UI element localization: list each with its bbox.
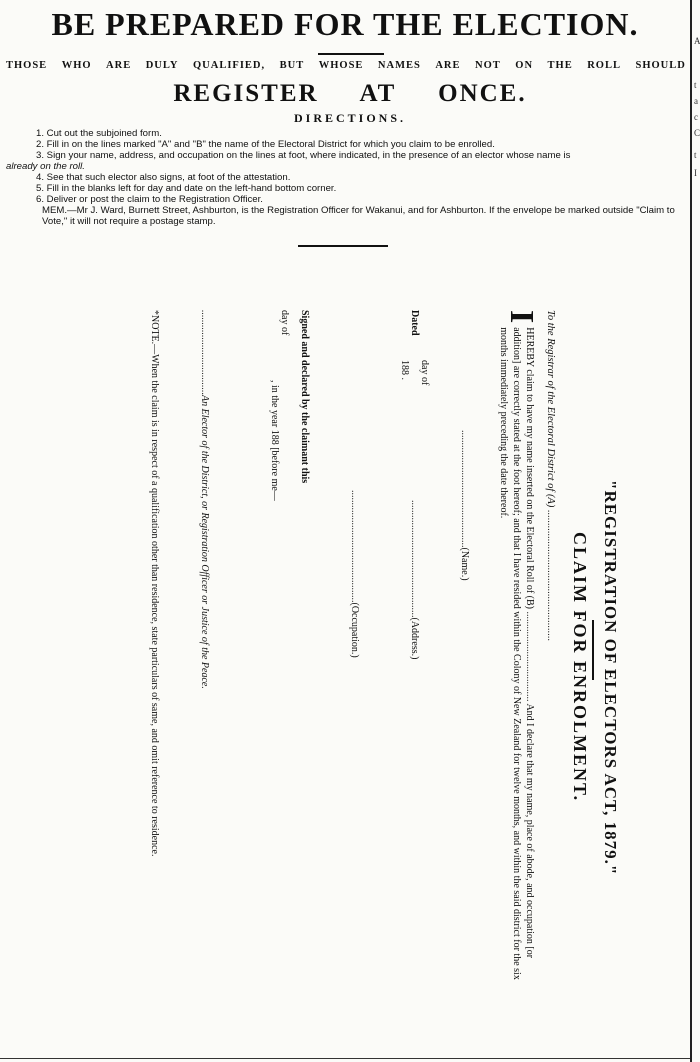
lead-word: NAMES	[377, 60, 421, 71]
day-of-line: day of	[279, 310, 290, 336]
memo: MEM.—Mr J. Ward, Burnett Street, Ashburton, is the Registration Officer for Wakanui, and for Ashburton. If the envelope be marked outside "Claim to Vote," it will not require a postage stamp.	[42, 205, 675, 227]
lead-word: ON	[515, 60, 534, 71]
directions-list	[6, 128, 690, 227]
lead-word: BUT	[279, 60, 305, 71]
direction-item: 1. Cut out the subjoined form.	[36, 128, 162, 139]
signed-line: Signed and declared by the claimant this	[299, 310, 310, 484]
direction-item: 2. Fill in on the lines marked "A" and "B" the name of the Electoral District for which you claim to be enrolled.	[36, 139, 495, 150]
claim-form	[30, 300, 630, 1000]
lead-word: QUALIFIED,	[193, 60, 266, 71]
form-note: *NOTE.—When the claim is in respect of a qualification other than residence, state particulars of same, and omit reference to residence.	[149, 310, 160, 857]
edge-fragment: C	[694, 128, 700, 138]
form-title-rule	[593, 620, 595, 680]
edge-fragment: t	[694, 150, 697, 160]
headline: BE PREPARED FOR THE ELECTION.	[51, 6, 639, 42]
lead-word: THOSE	[6, 60, 48, 71]
direction-item: 3. Sign your name, address, and occupation on the lines at foot, where indicated, in the presence of an elector whose name is	[36, 150, 571, 161]
direction-item: 6. Deliver or post the claim to the Registration Officer.	[36, 194, 263, 205]
lead-word: ROLL	[587, 60, 621, 71]
form-title: "REGISTRATION OF ELECTORS ACT, 1879."	[601, 480, 620, 876]
column-divider	[690, 0, 692, 1062]
claim-paragraph	[497, 310, 540, 990]
lead-word: ARE	[435, 60, 461, 71]
edge-fragment: A	[694, 36, 700, 46]
edge-fragment: a	[694, 96, 698, 106]
lead-word: THE	[547, 60, 573, 71]
lead-word: WHOSE	[318, 60, 364, 71]
name-line: ...............................................(Name.)	[459, 430, 470, 581]
address-line: ...............................................(Address.)	[409, 500, 420, 660]
lead-word: ARE	[106, 60, 132, 71]
drop-cap: I	[503, 310, 540, 324]
claim-text: HEREBY claim to have my name inserted on the Electoral Roll of (B) .................................... And I declare that my name, place of abode, and occupation [or addition] are correctly stated at the foot hereof; and that I have resided within the Colony of New Zealand for twelve months, and within the said district for the six months immediately preceding the date thereof.	[498, 327, 535, 980]
direction-item: 4. See that such elector also signs, at foot of the attestation.	[36, 172, 291, 183]
direction-item: 5. Fill in the blanks left for day and date on the left-hand bottom corner.	[36, 183, 337, 194]
lead-word: WHO	[61, 60, 92, 71]
headline-rule	[318, 53, 384, 55]
dated-label: Dated	[409, 310, 420, 336]
direction-item: already on the roll.	[6, 161, 85, 172]
lead-word: NOT	[475, 60, 501, 71]
registrar-line: To the Registrar of the Electoral District of (A) ..................................................	[545, 310, 556, 642]
bottom-rule	[0, 1058, 690, 1059]
occupation-line: .............................................(Occupation.)	[349, 490, 360, 658]
directions-rule	[298, 245, 388, 247]
edge-fragment: I	[694, 168, 697, 178]
lead-word: SHOULD	[635, 60, 686, 71]
day-of-label: day of	[419, 360, 430, 386]
edge-fragment: c	[694, 112, 698, 122]
subheadline: REGISTER AT ONCE.	[173, 80, 527, 107]
lead-line	[6, 60, 686, 71]
edge-fragment: t	[694, 80, 697, 90]
year-line: , in the year 188 [before me—	[269, 380, 280, 501]
lead-word: DULY	[145, 60, 179, 71]
directions-title: DIRECTIONS.	[293, 111, 407, 125]
elector-line: ..................................An Elector of the District, or Registration Officer or Justice of the Peace.	[199, 310, 210, 689]
year-label: 188 .	[399, 360, 410, 380]
form-subtitle: CLAIM FOR ENROLMENT.	[570, 532, 590, 803]
